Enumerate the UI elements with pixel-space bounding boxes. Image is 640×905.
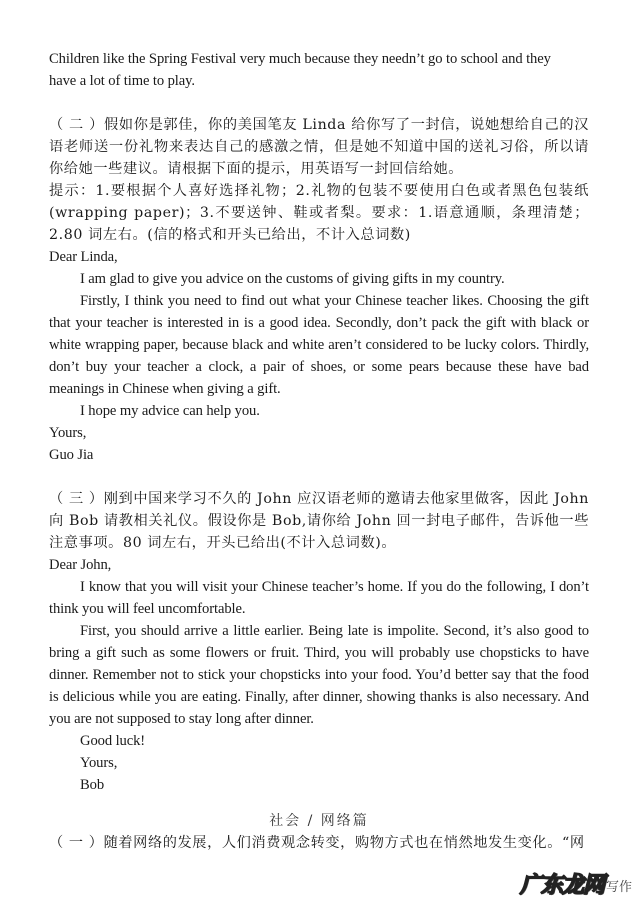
section-task1-prompt: （ 一 ）随着网络的发展，人们消费观念转变，购物方式也在悄然地发生变化。“网 — [49, 835, 585, 851]
watermark — [520, 868, 632, 899]
task3-prompt: （ 三 ）刚到中国来学习不久的 John 应汉语老师的邀请去他家里做客，因此 John 向 Bob 请教相关礼仪。假设你是 Bob,请你给 John 回一封电子邮件，告诉他一些注意事项。80 词左右，开头已给出(不计入总词数)。 — [49, 491, 589, 551]
task2-signature: Guo Jia — [49, 447, 94, 463]
task3-closing: Yours, — [80, 755, 118, 771]
task2-hints: 提示：1.要根据个人喜好选择礼物；2.礼物的包装不要使用白色或者黑色包装纸(wrapping paper)；3.不要送钟、鞋或者梨。要求：1.语意通顺，条理清楚；2.80 词左右。(信的格式和开头已给出，不计入总词数) — [49, 183, 589, 243]
section-title: 社会 / 网络篇 — [269, 813, 369, 829]
task2-paragraph-2: Firstly, I think you need to find out what your Chinese teacher likes. Choosing the gift that your teacher is interested in is a good idea. Secondly, don’t pack the gift with black or white wrapping paper, because black and white aren’t considered to be lucky colors. Thirdly, don’t buy your teacher a clock, a pair of shoes, or some pears because these have bad meanings in Chinese when giving a gift. — [49, 293, 589, 397]
task2-paragraph-3: I hope my advice can help you. — [80, 403, 260, 419]
watermark-logo-text: 广东龙网 — [519, 873, 604, 898]
task2-closing: Yours, — [49, 425, 87, 441]
task3-paragraph-1: I know that you will visit your Chinese teacher’s home. If you do the following, I don’t think you will feel uncomfortable. — [49, 579, 589, 617]
intro-line-1: Children like the Spring Festival very much because they needn’t go to school and they — [49, 51, 551, 67]
spacer — [49, 92, 589, 114]
task3-closing-wish: Good luck! — [80, 733, 146, 749]
task3-signature: Bob — [80, 777, 105, 793]
task2-paragraph-1: I am glad to give you advice on the customs of giving gifts in my country. — [80, 271, 505, 287]
spacer — [49, 466, 589, 488]
task3-paragraph-2: First, you should arrive a little earlier. Being late is impolite. Second, it’s also good to bring a gift such as some flowers or fruit. Third, you will probably use chopsticks to have dinner. Remember not to stick your chopsticks into your food. You’d better say that the food is delicious while you are eating. Finally, after dinner, showing thanks is also necessary. And you are not supposed to stay long after dinner. — [49, 623, 589, 727]
intro-line-2: have a lot of time to play. — [49, 73, 195, 89]
document-page — [49, 48, 589, 854]
task3-greeting: Dear John, — [49, 557, 112, 573]
watermark-sub-text: 写作 — [605, 880, 632, 895]
task2-prompt: （ 二 ）假如你是郭佳，你的美国笔友 Linda 给你写了一封信，说她想给自己的汉语老师送一份礼物来表达自己的感激之情，但是她不知道中国的送礼习俗，所以请你给她一些建议。请根据下面的提示，用英语写一封回信给她。 — [49, 117, 589, 177]
task2-greeting: Dear Linda, — [49, 249, 118, 265]
